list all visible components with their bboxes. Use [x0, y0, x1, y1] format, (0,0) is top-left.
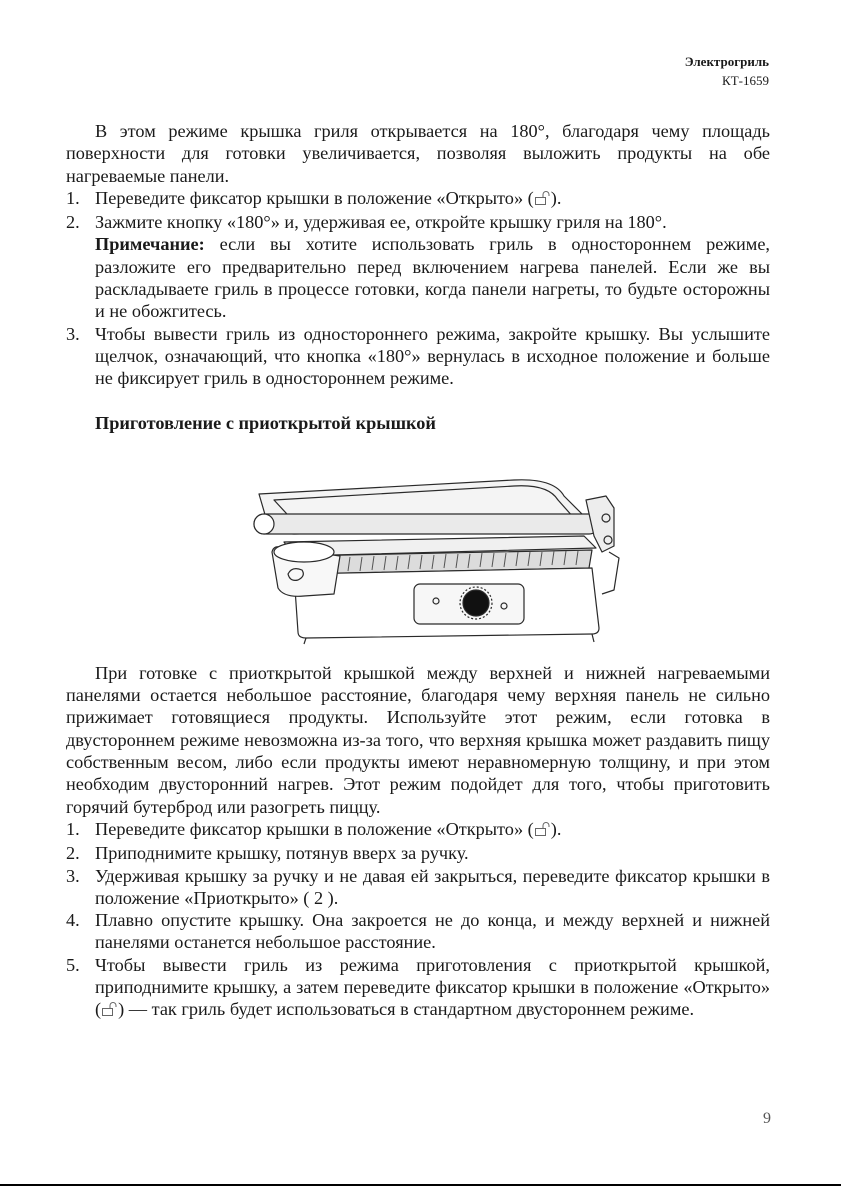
list-number: 3. [66, 865, 80, 886]
list-number: 2. [66, 843, 80, 864]
list-number: 4. [66, 910, 80, 931]
section-title: Приготовление с приоткрытой крышкой [95, 412, 436, 433]
list-text: Приподнимите крышку, потянув вверх за ручку. [95, 843, 469, 864]
header-model: КТ-1659 [722, 73, 769, 88]
unlock-icon [101, 1000, 118, 1022]
list-item [66, 954, 770, 1023]
grill-figure [66, 456, 770, 646]
steps-half-open-mode [66, 818, 770, 1023]
list-text-after: ) — так гриль будет использоваться в стандартном двустороннем режиме. [118, 999, 695, 1020]
list-text: Зажмите кнопку «180°» и, удерживая ее, откройте крышку гриля на 180°. [95, 212, 667, 233]
list-number: 1. [66, 187, 80, 208]
list-number: 1. [66, 818, 80, 839]
list-text: Удерживая крышку за ручку и не давая ей закрыться, переведите фиксатор крышки в положение «Приоткрыто» ( 2 ). [95, 865, 770, 908]
page-header [685, 52, 769, 90]
list-number: 5. [66, 954, 80, 975]
list-text: Чтобы вывести гриль из одностороннего режима, закройте крышку. Вы услышите щелчок, означающий, что кнопка «180°» вернулась в исходное положение и больше не фиксирует гриль в одностороннем режиме. [95, 323, 770, 389]
list-item [66, 909, 770, 954]
footer-rule [0, 1184, 841, 1186]
note-text: если вы хотите использовать гриль в одностороннем режиме, разложите его предварительно перед включением нагрева панелей. Если же вы раскладываете гриль в процессе готовки, когда панели нагреты, то будьте осторожны и не обожгитесь. [95, 234, 770, 322]
list-item [66, 323, 770, 390]
list-text: Переведите фиксатор крышки в положение «Открыто» ( [95, 818, 534, 839]
list-text: Чтобы вывести гриль из режима приготовления с приоткрытой крышкой, приподнимите крышку, а затем переведите фиксатор крышки в положение «Открыто» ( [95, 954, 770, 1020]
list-number: 3. [66, 323, 80, 344]
note-label: Примечание: [95, 234, 205, 255]
list-text: Переведите фиксатор крышки в положение «Открыто» ( [95, 187, 534, 208]
header-product: Электрогриль [684, 54, 769, 69]
intro-paragraph: В этом режиме крышка гриля открывается на 180°, благодаря чему площадь поверхности для готовки увеличивается, позволяя выложить продукты на обе нагреваемые панели. [66, 121, 770, 186]
half-open-paragraph: При готовке с приоткрытой крышкой между верхней и нижней нагреваемыми панелями остается небольшое расстояние, благодаря чему верхняя панель не сильно прижимает готовящиеся продукты. Используйте этот режим, если готовка в двустороннем режиме невозможна из-за того, что верхняя крышка может раздавить пищу собственным весом, либо если продукты имеют неравномерную толщину, и при этом необходим двусторонний нагрев. Этот режим подойдет для того, чтобы приготовить горячий бутерброд или разогреть пиццу. [66, 662, 770, 817]
list-text-after: ). [550, 818, 562, 839]
list-text: Плавно опустите крышку. Она закроется не до конца, и между верхней и нижней панелями останется небольшое расстояние. [95, 910, 770, 953]
list-item [66, 818, 770, 842]
steps-180-mode [66, 187, 770, 390]
list-item [66, 187, 770, 211]
list-number: 2. [66, 212, 80, 233]
list-item [66, 211, 770, 322]
unlock-icon [534, 820, 551, 842]
list-item [66, 865, 770, 910]
unlock-icon [534, 189, 551, 211]
page-number: 9 [763, 1110, 771, 1127]
list-text-after: ). [550, 187, 562, 208]
list-item [66, 842, 770, 864]
page-content [66, 120, 770, 1023]
electric-grill-illustration [214, 456, 634, 646]
